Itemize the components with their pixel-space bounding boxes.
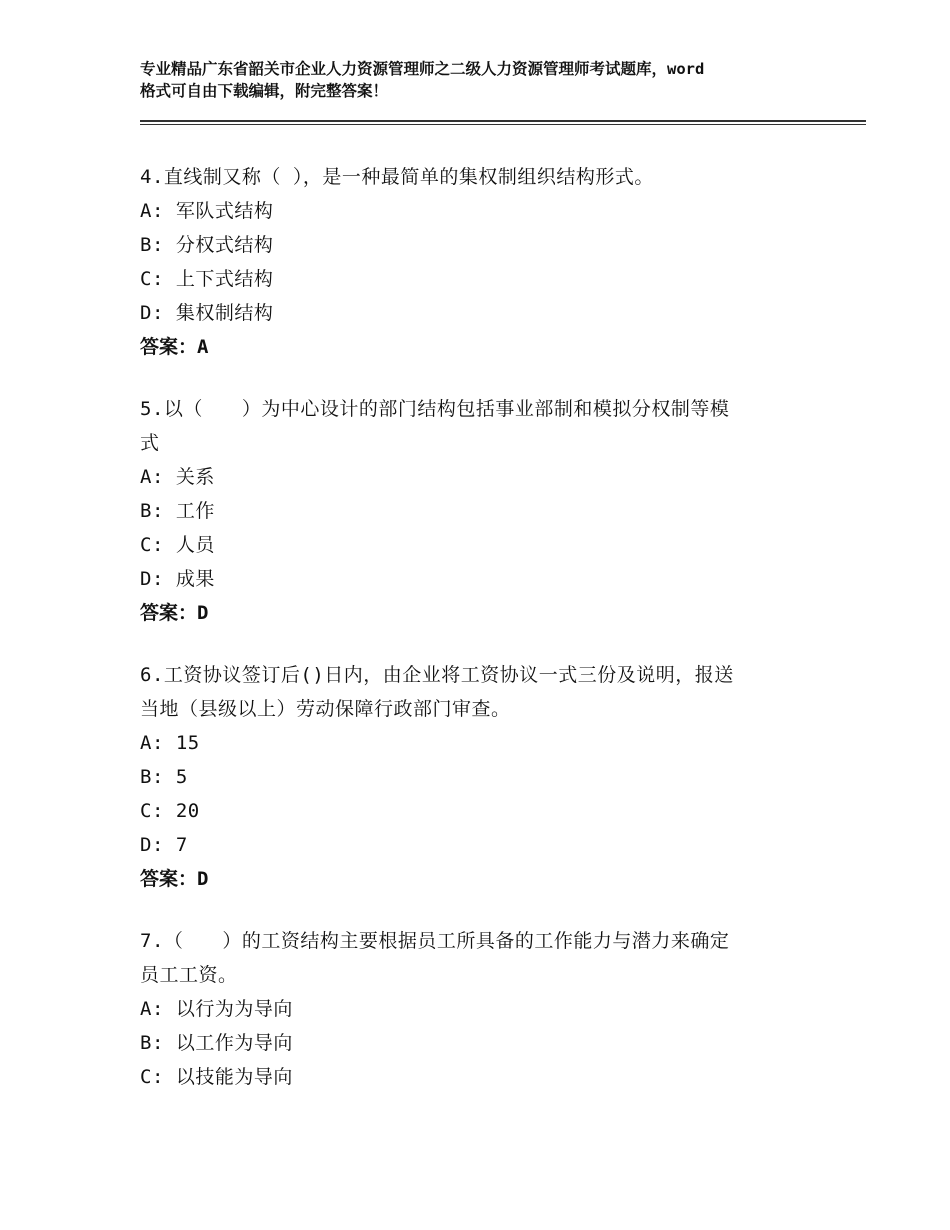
- option-b: B: 以工作为导向: [140, 1032, 293, 1054]
- answer-label: 答案：: [140, 336, 198, 358]
- option-a: A: 军队式结构: [140, 200, 274, 222]
- answer-line: [140, 596, 820, 630]
- option-b: B: 分权式结构: [140, 234, 274, 256]
- question-text: 7.（ ）的工资结构主要根据员工所具备的工作能力与潜力来确定: [140, 930, 730, 952]
- option-d: D: 成果: [140, 568, 215, 590]
- option-b: B: 5: [140, 766, 188, 788]
- option-b: B: 工作: [140, 500, 215, 522]
- option-c: C: 以技能为导向: [140, 1066, 293, 1088]
- header-line-1: 专业精品广东省韶关市企业人力资源管理师之二级人力资源管理师考试题库，word: [140, 60, 705, 78]
- answer-value: A: [197, 336, 209, 358]
- option-c: C: 20: [140, 800, 200, 822]
- answer-label: 答案：: [140, 602, 198, 624]
- question-text-continued: 式: [140, 432, 160, 454]
- question-text-continued: 当地（县级以上）劳动保障行政部门审查。: [140, 698, 511, 720]
- answer-value: D: [197, 868, 209, 890]
- question-text: 6.工资协议签订后()日内，由企业将工资协议一式三份及说明，报送: [140, 664, 734, 686]
- question-7: [140, 924, 820, 1094]
- answer-label: 答案：: [140, 868, 198, 890]
- question-5: [140, 392, 820, 630]
- question-text-continued: 员工工资。: [140, 964, 238, 986]
- header-line-2: 格式可自由下载编辑，附完整答案！: [140, 82, 389, 100]
- question-6: [140, 658, 820, 896]
- question-text: 5.以（ ）为中心设计的部门结构包括事业部制和模拟分权制等模: [140, 398, 730, 420]
- question-4: [140, 160, 820, 364]
- option-c: C: 上下式结构: [140, 268, 274, 290]
- question-text: 4.直线制又称（ ），是一种最简单的集权制组织结构形式。: [140, 166, 654, 188]
- answer-line: [140, 330, 820, 364]
- answer-line: [140, 862, 820, 896]
- answer-value: D: [197, 602, 209, 624]
- option-a: A: 以行为为导向: [140, 998, 293, 1020]
- header-divider-thin: [140, 124, 866, 125]
- option-a: A: 15: [140, 732, 200, 754]
- option-d: D: 集权制结构: [140, 302, 274, 324]
- option-a: A: 关系: [140, 466, 215, 488]
- option-d: D: 7: [140, 834, 188, 856]
- header-divider-thick: [140, 120, 866, 122]
- option-c: C: 人员: [140, 534, 215, 556]
- question-list: [140, 160, 820, 1122]
- document-header: [140, 58, 840, 102]
